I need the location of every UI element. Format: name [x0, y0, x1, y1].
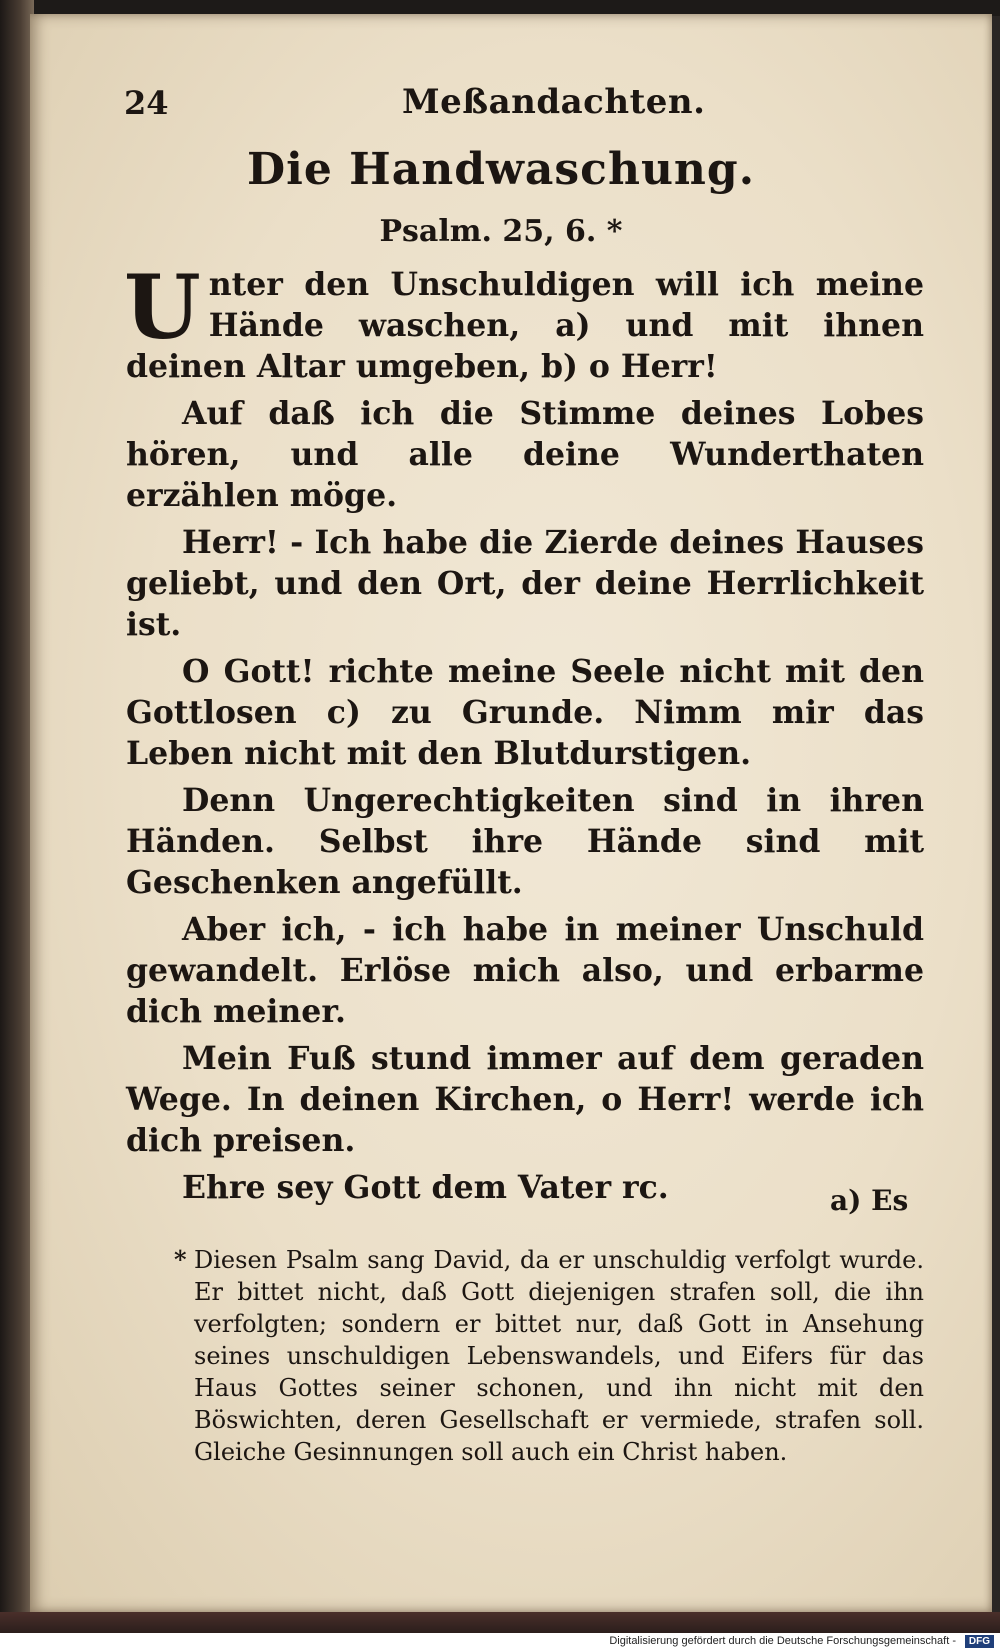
paragraph: Denn Ungerechtigkeiten sind in ihren Händen. Selbst ihre Hände sind mit Geschenken angefüllt.	[126, 782, 924, 901]
digitization-footer	[0, 1633, 1000, 1651]
dfg-logo: DFG	[965, 1635, 994, 1648]
first-paragraph	[124, 255, 924, 387]
drop-cap: U	[124, 255, 201, 359]
funding-credit: Digitalisierung gefördert durch die Deutsche Forschungsgemeinschaft -	[609, 1635, 956, 1647]
paragraph: Mein Fuß stund immer auf dem geraden Wege. In deinen Kirchen, o Herr! werde ich dich preisen.	[126, 1040, 924, 1159]
catchword: a) Es	[830, 1184, 909, 1217]
footnote-text: Diesen Psalm sang David, da er unschuldig verfolgt wurde. Er bittet nicht, daß Gott diejenigen strafen soll, die ihn verfolgten; sondern er bittet nur, daß Gott in Ansehung seines unschuldigen Lebenswandels, und Eifers für das Haus Gottes seiner schonen, und ihn nicht mit den Böswichten, deren Gesellschaft er vermiede, strafen soll. Gleiche Gesinnungen soll auch ein Christ haben.	[194, 1246, 924, 1466]
paragraph: O Gott! richte meine Seele nicht mit den Gottlosen c) zu Grunde. Nimm mir das Leben nicht mit den Blutdurstigen.	[126, 653, 924, 772]
book-page	[30, 14, 992, 1612]
first-paragraph-text: nter den Unschuldigen will ich meine Hände waschen, a) und mit ihnen deinen Altar umgeben, b) o Herr!	[126, 266, 924, 385]
page-bottom-edge	[0, 1612, 1000, 1633]
paragraph: Aber ich, - ich habe in meiner Unschuld gewandelt. Erlöse mich also, und erbarme dich meiner.	[126, 911, 924, 1030]
psalm-reference: Psalm. 25, 6. *	[379, 214, 623, 249]
body-text	[124, 255, 924, 1214]
section-title: Die Handwaschung.	[246, 144, 756, 195]
footnote-marker: *	[174, 1245, 187, 1274]
paragraph: Herr! - Ich habe die Zierde deines Hauses geliebt, und den Ort, der deine Herrlichkeit ist.	[126, 524, 924, 643]
footnote	[174, 1244, 924, 1468]
page-number: 24	[124, 84, 169, 122]
doxology: Ehre sey Gott dem Vater rc.	[182, 1169, 669, 1206]
running-head: Meßandachten.	[402, 82, 706, 122]
paragraph: Auf daß ich die Stimme deines Lobes hören, und alle deine Wunderthaten erzählen möge.	[126, 395, 924, 514]
